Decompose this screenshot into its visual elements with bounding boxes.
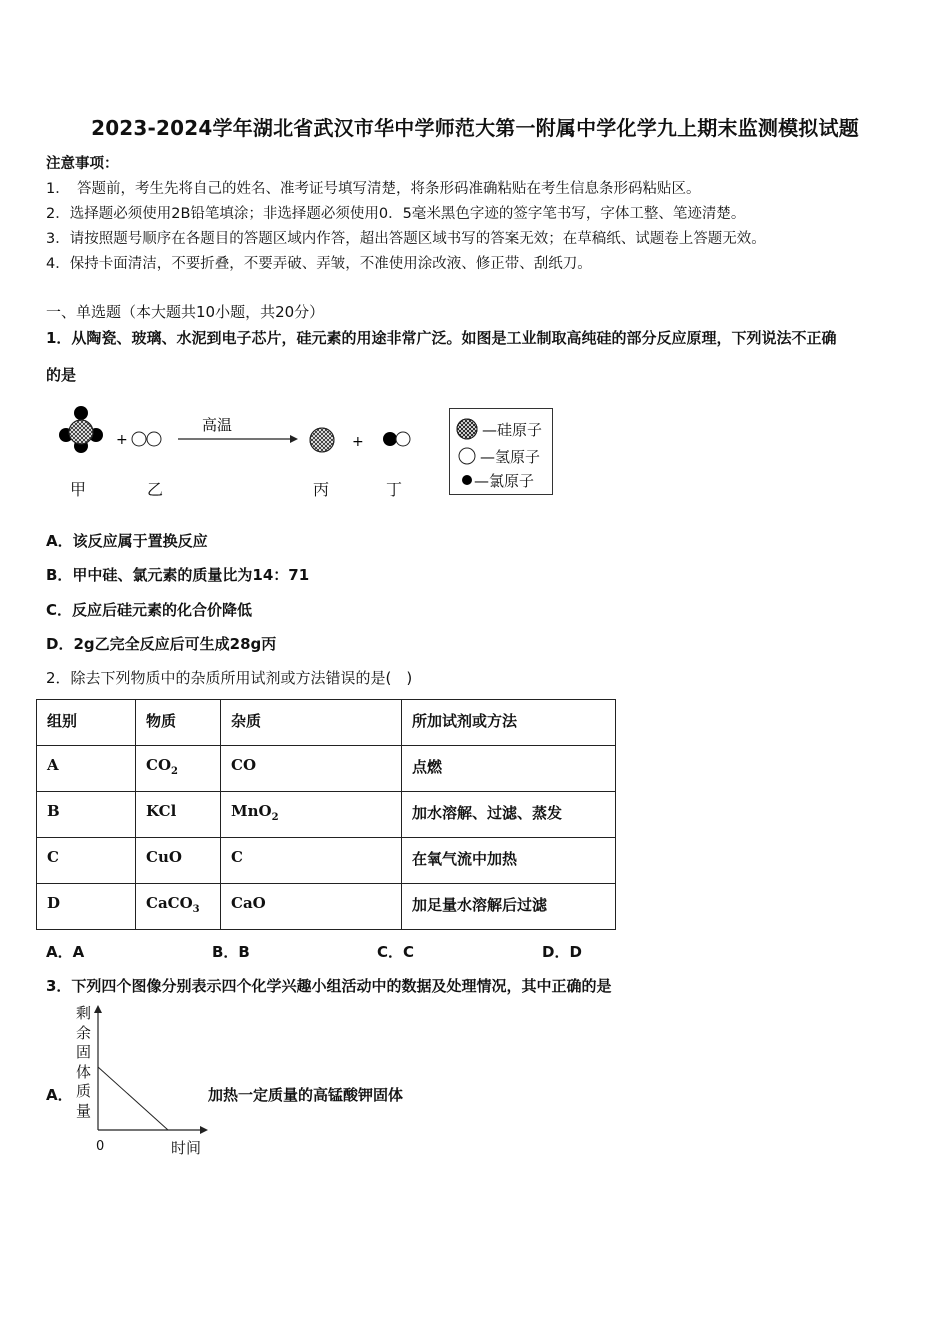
cell-method: 点燃	[402, 746, 616, 792]
cell-substance: CaCO$_3$	[136, 884, 221, 930]
label-jia: 甲	[70, 480, 87, 499]
molecule-ding	[383, 432, 410, 446]
q3-graph-a	[92, 1005, 212, 1135]
cell-group: C	[37, 838, 136, 884]
header-impurity: 杂质	[221, 700, 402, 746]
table-row	[37, 746, 616, 792]
molecule-bing	[310, 428, 334, 452]
cell-group: B	[37, 792, 136, 838]
graph-x-axis-label: 时间	[171, 1139, 202, 1157]
q2-answer-a: A．A	[46, 943, 85, 961]
graph-y-arrow	[94, 1005, 102, 1013]
q3-stem: 3．下列四个图像分别表示四个化学兴趣小组活动中的数据及处理情况，其中正确的是	[46, 977, 612, 995]
cell-impurity: C	[221, 838, 402, 884]
note-item-4: 4．保持卡面清洁，不要折叠，不要弄破、弄皱，不准使用涂改液、修正带、刮纸刀。	[46, 256, 592, 272]
header-group: 组别	[37, 700, 136, 746]
cell-substance: CuO	[136, 838, 221, 884]
cell-impurity: CO	[221, 746, 402, 792]
page-title: 2023-2024学年湖北省武汉市华中学师范大第一附属中学化学九上期末监测模拟试题	[91, 116, 859, 140]
table-row	[37, 884, 616, 930]
q1-option-b: B．甲中硅、氯元素的质量比为14：71	[46, 566, 310, 584]
q3-option-a-label: A．	[46, 1086, 73, 1104]
reaction-condition: 高温	[202, 416, 233, 434]
plus-sign-1: +	[116, 432, 128, 448]
graph-y-axis-label: 剩 余 固 体 质 量	[76, 1004, 92, 1120]
q3-option-a-description: 加热一定质量的高锰酸钾固体	[208, 1086, 404, 1104]
atom-legend	[449, 408, 553, 495]
q2-answer-b: B．B	[212, 943, 250, 961]
note-item-2: 2．选择题必须使用2B铅笔填涂；非选择题必须使用0．5毫米黑色字迹的签字笔书写，字体工整、笔迹清楚。	[46, 206, 746, 222]
table-row	[37, 792, 616, 838]
q1-stem-line1: 1．从陶瓷、玻璃、水泥到电子芯片，硅元素的用途非常广泛。如图是工业制取高纯硅的部分反应原理，下列说法不正确	[46, 329, 837, 347]
cell-substance: $CO_2$	[136, 746, 221, 792]
cell-method: 加足量水溶解后过滤	[402, 884, 616, 930]
q2-answer-d: D．D	[542, 943, 582, 961]
cell-substance: KCl	[136, 792, 221, 838]
cell-group: D	[37, 884, 136, 930]
note-item-3: 3．请按照题号顺序在各题目的答题区域内作答，超出答题区域书写的答案无效；在草稿纸、试题卷上答题无效。	[46, 231, 766, 247]
graph-x-arrow	[200, 1126, 208, 1134]
legend-chlorine: —氯原子	[474, 472, 535, 490]
q2-table	[36, 699, 616, 930]
q1-option-a: A．该反应属于置换反应	[46, 532, 208, 550]
graph-line	[98, 1067, 168, 1130]
notes-heading: 注意事项：	[46, 156, 119, 172]
legend-silicon: —硅原子	[482, 421, 543, 439]
q2-answer-c: C．C	[377, 943, 415, 961]
cell-method: 加水溶解、过滤、蒸发	[402, 792, 616, 838]
cell-method: 在氧气流中加热	[402, 838, 616, 884]
molecule-yi	[132, 432, 161, 446]
table-header-row	[37, 700, 616, 746]
q2-stem: 2．除去下列物质中的杂质所用试剂或方法错误的是( )	[46, 669, 413, 687]
label-ding: 丁	[386, 480, 403, 499]
legend-hydrogen: —氢原子	[480, 448, 541, 466]
q1-option-c: C．反应后硅元素的化合价降低	[46, 601, 253, 619]
header-method: 所加试剂或方法	[402, 700, 616, 746]
note-item-1: 1． 答题前，考生先将自己的姓名、准考证号填写清楚，将条形码准确粘贴在考生信息条形码粘贴区。	[46, 181, 701, 197]
reaction-diagram	[50, 402, 430, 502]
plus-sign-2: +	[352, 434, 364, 450]
header-substance: 物质	[136, 700, 221, 746]
cell-group: A	[37, 746, 136, 792]
cell-impurity: CaO	[221, 884, 402, 930]
table-row	[37, 838, 616, 884]
graph-origin: 0	[96, 1139, 105, 1154]
label-yi: 乙	[147, 480, 164, 499]
reaction-arrow-head	[290, 435, 298, 443]
q1-option-d: D．2g乙完全反应后可生成28g丙	[46, 635, 277, 653]
cell-impurity: MnO$_2$	[221, 792, 402, 838]
molecule-jia	[59, 406, 103, 453]
label-bing: 丙	[313, 480, 330, 499]
q1-stem-line2: 的是	[46, 366, 77, 384]
section-heading: 一、单选题（本大题共10小题，共20分）	[46, 303, 325, 321]
